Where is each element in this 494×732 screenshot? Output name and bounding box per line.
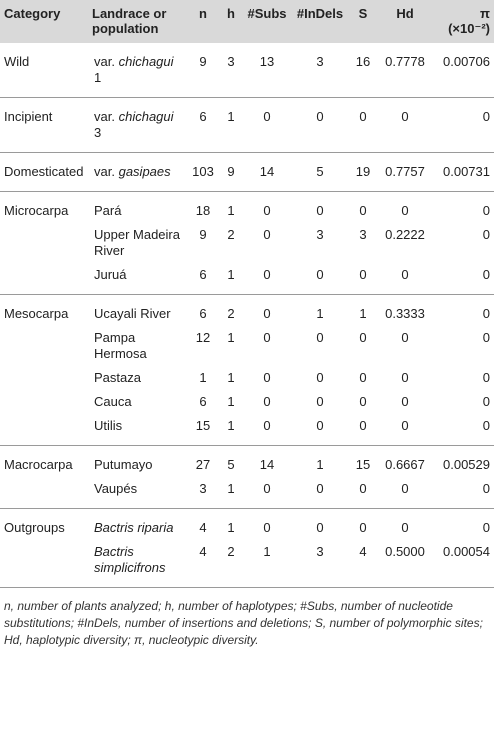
s-cell: 0 bbox=[359, 370, 367, 385]
landrace-italic: chichagui bbox=[118, 109, 174, 124]
subs-cell: 0 bbox=[242, 477, 292, 509]
hd-cell: 0 bbox=[378, 263, 432, 295]
table-row bbox=[0, 326, 494, 366]
pi-cell: 0 bbox=[482, 330, 490, 345]
s-cell: 0 bbox=[359, 330, 367, 345]
table-header bbox=[0, 0, 494, 43]
pi-cell: 0.00706 bbox=[432, 43, 494, 98]
header-indels: #InDels bbox=[292, 0, 348, 43]
s-cell: 0 bbox=[359, 394, 367, 409]
h-cell: 1 bbox=[227, 370, 235, 385]
table-row bbox=[0, 263, 494, 295]
category-cell bbox=[0, 326, 88, 366]
h-cell: 1 bbox=[227, 203, 235, 218]
landrace-prefix: var. bbox=[94, 54, 115, 69]
subs-cell: 0 bbox=[263, 394, 271, 409]
hd-cell: 0 bbox=[401, 370, 409, 385]
category-cell bbox=[0, 366, 88, 390]
header-subs: #Subs bbox=[242, 0, 292, 43]
landrace-suffix: 1 bbox=[94, 70, 102, 85]
hd-cell: 0.2222 bbox=[385, 227, 425, 242]
landrace-prefix: Juruá bbox=[94, 267, 127, 282]
h-cell: 1 bbox=[220, 98, 242, 153]
landrace-cell bbox=[88, 446, 186, 478]
hd-cell: 0 bbox=[401, 520, 409, 535]
h-cell: 1 bbox=[220, 414, 242, 446]
indels-cell: 1 bbox=[316, 306, 324, 321]
hd-cell: 0 bbox=[378, 477, 432, 509]
header-pi bbox=[432, 0, 494, 43]
indels-cell: 0 bbox=[316, 330, 324, 345]
category-cell bbox=[0, 540, 88, 588]
subs-cell: 14 bbox=[242, 153, 292, 192]
hd-cell: 0.5000 bbox=[378, 540, 432, 588]
pi-cell: 0 bbox=[482, 394, 490, 409]
landrace-italic: gasipaes bbox=[118, 164, 171, 179]
landrace-prefix: Upper Madeira River bbox=[94, 227, 180, 258]
h-cell: 2 bbox=[220, 540, 242, 588]
table-body bbox=[0, 43, 494, 588]
hd-cell: 0 bbox=[378, 414, 432, 446]
landrace-cell bbox=[88, 153, 186, 192]
table-row bbox=[0, 414, 494, 446]
pi-cell: 0 bbox=[482, 227, 490, 242]
s-cell: 3 bbox=[359, 227, 367, 242]
n-cell: 6 bbox=[186, 263, 220, 295]
table-row bbox=[0, 366, 494, 390]
landrace-cell bbox=[88, 477, 186, 509]
landrace-cell bbox=[88, 192, 186, 224]
landrace-prefix: Utilis bbox=[94, 418, 123, 433]
category-cell: Outgroups bbox=[4, 520, 65, 535]
header-n: n bbox=[186, 0, 220, 43]
landrace-cell bbox=[88, 414, 186, 446]
category-cell bbox=[0, 263, 88, 295]
category-cell: Microcarpa bbox=[4, 203, 69, 218]
indels-cell: 0 bbox=[316, 370, 324, 385]
h-cell: 1 bbox=[227, 520, 235, 535]
n-cell: 27 bbox=[195, 457, 211, 472]
table-row bbox=[0, 390, 494, 414]
n-cell: 103 bbox=[186, 153, 220, 192]
h-cell: 3 bbox=[220, 43, 242, 98]
hd-cell: 0 bbox=[401, 203, 409, 218]
landrace-cell bbox=[88, 43, 186, 98]
indels-cell: 0 bbox=[292, 98, 348, 153]
pi-cell: 0.00529 bbox=[443, 457, 490, 472]
subs-cell: 0 bbox=[242, 414, 292, 446]
indels-cell: 0 bbox=[316, 203, 324, 218]
landrace-prefix: Pampa Hermosa bbox=[94, 330, 147, 361]
category-cell bbox=[0, 477, 88, 509]
subs-cell: 14 bbox=[259, 457, 275, 472]
s-cell: 19 bbox=[348, 153, 378, 192]
h-cell: 1 bbox=[220, 477, 242, 509]
subs-cell: 0 bbox=[263, 203, 271, 218]
s-cell: 0 bbox=[348, 98, 378, 153]
n-cell: 9 bbox=[186, 43, 220, 98]
category-cell bbox=[0, 223, 88, 263]
landrace-cell bbox=[88, 540, 186, 588]
subs-cell: 0 bbox=[242, 263, 292, 295]
landrace-prefix: Pastaza bbox=[94, 370, 141, 385]
table-row bbox=[0, 192, 494, 224]
h-cell: 1 bbox=[220, 263, 242, 295]
landrace-prefix: var. bbox=[94, 164, 115, 179]
table-row bbox=[0, 153, 494, 192]
s-cell: 0 bbox=[359, 520, 367, 535]
table-row bbox=[0, 477, 494, 509]
h-cell: 5 bbox=[227, 457, 235, 472]
s-cell: 0 bbox=[359, 203, 367, 218]
landrace-italic: chichagui bbox=[118, 54, 174, 69]
category-cell: Mesocarpa bbox=[4, 306, 69, 321]
table-row bbox=[0, 223, 494, 263]
s-cell: 16 bbox=[348, 43, 378, 98]
subs-cell: 0 bbox=[263, 520, 271, 535]
landrace-cell bbox=[88, 263, 186, 295]
indels-cell: 0 bbox=[292, 263, 348, 295]
landrace-cell bbox=[88, 223, 186, 263]
indels-cell: 1 bbox=[316, 457, 324, 472]
table-row bbox=[0, 509, 494, 541]
landrace-prefix: Ucayali River bbox=[94, 306, 171, 321]
indels-cell: 0 bbox=[292, 477, 348, 509]
table-row bbox=[0, 43, 494, 98]
subs-cell: 1 bbox=[242, 540, 292, 588]
n-cell: 3 bbox=[186, 477, 220, 509]
header-pi-unit: (×10⁻²) bbox=[448, 21, 490, 36]
h-cell: 1 bbox=[227, 394, 235, 409]
n-cell: 1 bbox=[199, 370, 207, 385]
indels-cell: 0 bbox=[316, 520, 324, 535]
n-cell: 18 bbox=[195, 203, 211, 218]
indels-cell: 3 bbox=[292, 540, 348, 588]
landrace-cell bbox=[88, 98, 186, 153]
indels-cell: 3 bbox=[316, 227, 324, 242]
s-cell: 0 bbox=[348, 263, 378, 295]
indels-cell: 0 bbox=[316, 394, 324, 409]
subs-cell: 0 bbox=[263, 306, 271, 321]
n-cell: 4 bbox=[199, 520, 207, 535]
landrace-cell bbox=[88, 509, 186, 541]
landrace-cell bbox=[88, 390, 186, 414]
pi-cell: 0.00731 bbox=[432, 153, 494, 192]
category-cell: Incipient bbox=[0, 98, 88, 153]
subs-cell: 0 bbox=[263, 330, 271, 345]
hd-cell: 0.6667 bbox=[385, 457, 425, 472]
h-cell: 9 bbox=[220, 153, 242, 192]
hd-cell: 0 bbox=[401, 330, 409, 345]
table-footnote: n, number of plants analyzed; h, number of haplotypes; #Subs, number of nucleotide substitutions; #InDels, number of insertions and deletions; S, number of polymorphic sites; Hd, haplotypic diversity; π, nucleotypic diversity. bbox=[4, 599, 483, 647]
landrace-cell bbox=[88, 295, 186, 327]
landrace-prefix: Vaupés bbox=[94, 481, 138, 496]
header-category: Category bbox=[0, 0, 88, 43]
category-cell: Wild bbox=[0, 43, 88, 98]
pi-cell: 0 bbox=[482, 370, 490, 385]
table-row bbox=[0, 295, 494, 327]
category-cell: Macrocarpa bbox=[4, 457, 73, 472]
landrace-italic: Bactris riparia bbox=[94, 520, 174, 535]
landrace-prefix: Cauca bbox=[94, 394, 132, 409]
subs-cell: 0 bbox=[242, 98, 292, 153]
s-cell: 0 bbox=[348, 477, 378, 509]
s-cell: 1 bbox=[359, 306, 367, 321]
n-cell: 12 bbox=[195, 330, 211, 345]
pi-cell: 0 bbox=[482, 520, 490, 535]
h-cell: 1 bbox=[227, 330, 235, 345]
category-cell: Domesticated bbox=[0, 153, 88, 192]
table-row bbox=[0, 446, 494, 478]
s-cell: 4 bbox=[348, 540, 378, 588]
n-cell: 15 bbox=[186, 414, 220, 446]
n-cell: 9 bbox=[199, 227, 207, 242]
header-h: h bbox=[220, 0, 242, 43]
landrace-prefix: Pará bbox=[94, 203, 122, 218]
h-cell: 2 bbox=[227, 306, 235, 321]
h-cell: 2 bbox=[227, 227, 235, 242]
category-cell bbox=[0, 414, 88, 446]
landrace-prefix: Putumayo bbox=[94, 457, 153, 472]
indels-cell: 0 bbox=[292, 414, 348, 446]
pi-cell: 0 bbox=[482, 306, 490, 321]
subs-cell: 0 bbox=[263, 370, 271, 385]
landrace-cell bbox=[88, 326, 186, 366]
hd-cell: 0.7757 bbox=[378, 153, 432, 192]
pi-cell: 0 bbox=[432, 477, 494, 509]
n-cell: 4 bbox=[186, 540, 220, 588]
pi-cell: 0 bbox=[432, 98, 494, 153]
landrace-suffix: 3 bbox=[94, 125, 102, 140]
pi-cell: 0 bbox=[432, 414, 494, 446]
n-cell: 6 bbox=[199, 394, 207, 409]
hd-cell: 0 bbox=[401, 394, 409, 409]
s-cell: 15 bbox=[355, 457, 371, 472]
subs-cell: 13 bbox=[242, 43, 292, 98]
landrace-cell bbox=[88, 366, 186, 390]
pi-cell: 0 bbox=[432, 263, 494, 295]
s-cell: 0 bbox=[348, 414, 378, 446]
header-row bbox=[0, 0, 494, 43]
pi-cell: 0.00054 bbox=[432, 540, 494, 588]
n-cell: 6 bbox=[199, 306, 207, 321]
landrace-prefix: var. bbox=[94, 109, 115, 124]
header-pi-symbol: π bbox=[480, 6, 490, 21]
hd-cell: 0.3333 bbox=[385, 306, 425, 321]
pi-cell: 0 bbox=[482, 203, 490, 218]
header-hd: Hd bbox=[378, 0, 432, 43]
header-landrace: Landrace or population bbox=[88, 0, 186, 43]
landrace-italic: Bactris simplicifrons bbox=[94, 544, 166, 575]
header-s: S bbox=[348, 0, 378, 43]
table-row bbox=[0, 98, 494, 153]
subs-cell: 0 bbox=[263, 227, 271, 242]
n-cell: 6 bbox=[186, 98, 220, 153]
indels-cell: 3 bbox=[292, 43, 348, 98]
hd-cell: 0.7778 bbox=[378, 43, 432, 98]
category-cell bbox=[0, 390, 88, 414]
indels-cell: 5 bbox=[292, 153, 348, 192]
table-row bbox=[0, 540, 494, 588]
hd-cell: 0 bbox=[378, 98, 432, 153]
